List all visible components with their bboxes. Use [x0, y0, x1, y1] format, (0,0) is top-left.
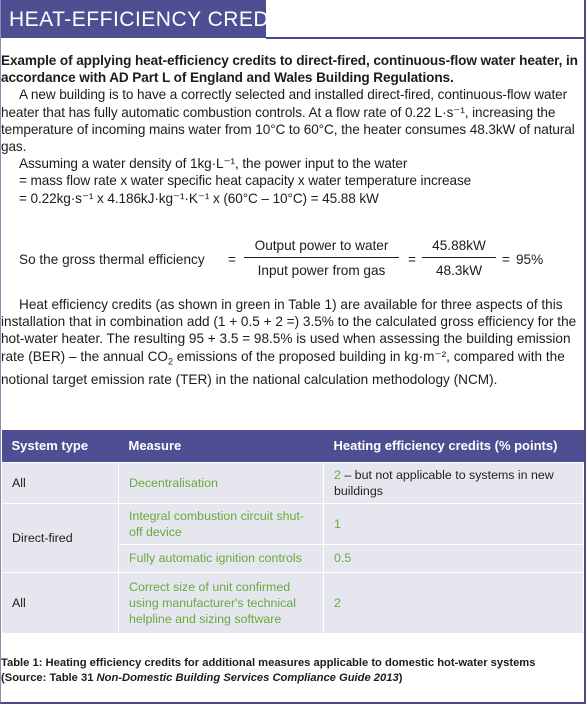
credits-table — [1, 430, 584, 634]
intro-paragraph-4: = 0.22kg·s⁻¹ x 4.186kJ·kg⁻¹·K⁻¹ x (60°C – 10°C) = 45.88 kW — [19, 190, 379, 206]
equals-sign: = — [408, 252, 416, 267]
credits-paragraph-part1: Heat efficiency credits (as shown in green in Table 1) are available for three aspects of this installation that in combination add (1 + 0.5 + 2 =) 3.5% to the calculated gross efficiency for the hot-water heater. The resulting 95 + 3.5 = 98.5% is used when assessing the building emission rate (BER) – the annual CO — [1, 297, 577, 364]
intro-paragraph-3: = mass flow rate x water specific heat capacity x water temperature increase — [19, 173, 472, 189]
equals-sign: = — [228, 252, 236, 267]
efficiency-equation — [1, 238, 581, 284]
table-row — [2, 572, 584, 633]
intro-text — [1, 52, 581, 207]
table-row — [2, 462, 584, 503]
intro-heading: Example of applying heat-efficiency credits to direct-fired, continuous-flow water heater, in accordance with AD Part L of England and Wales Building Regulations. — [1, 53, 578, 86]
credit-value: 0.5 — [334, 551, 352, 565]
cell-measure: Correct size of unit confirmed using manufacturer's technical helpline and sizing software — [119, 572, 324, 633]
intro-paragraph-1: A new building is to have a correctly selected and installed direct-fired, continuous-flow water heater that has fully automatic combustion controls. At a flow rate of 0.22 L·s⁻¹, increasing the temperature of incoming mains water from 10°C to 60°C, the heater consumes 48.3kW of natural gas. — [1, 87, 575, 155]
co2-subscript: 2 — [167, 356, 173, 367]
caption-source-title: Non-Domestic Building Services Compliance Guide 2013 — [96, 672, 399, 684]
credits-paragraph — [1, 296, 581, 388]
header-credits: Heating efficiency credits (% points) — [324, 430, 584, 462]
cell-credit — [324, 503, 584, 544]
fraction-denominator: Input power from gas — [257, 263, 386, 278]
equation-result: 95% — [516, 252, 544, 267]
cell-credit — [324, 572, 584, 633]
caption-text-2: ) — [398, 672, 403, 684]
cell-system: All — [2, 572, 119, 633]
table-header-row — [2, 430, 584, 462]
credits-paragraph-part2: emissions of the proposed building in kg·m⁻², compared with the notional target emission rate (TER) in the national calculation methodology (NCM). — [1, 348, 565, 387]
cell-credit — [324, 462, 584, 503]
credit-value: 1 — [334, 516, 341, 531]
fraction-numerator: 45.88kW — [422, 238, 496, 258]
table-caption — [1, 656, 581, 686]
header-system-type: System type — [2, 430, 119, 462]
fraction-denominator: 48.3kW — [435, 263, 483, 278]
caption-text-1: Table 1: Heating efficiency credits for additional measures applicable to domestic hot-water systems (Source: Table 31 — [1, 657, 536, 684]
fraction-values — [422, 238, 496, 278]
equation-label: So the gross thermal efficiency — [19, 252, 205, 267]
intro-paragraph-2: Assuming a water density of 1kg·L⁻¹, the power input to the water — [19, 156, 408, 172]
cell-measure: Decentralisation — [119, 462, 324, 503]
credit-note: – but not applicable to systems in new buildings — [334, 467, 554, 498]
cell-measure: Integral combustion circuit shut-off device — [119, 503, 324, 544]
header-measure: Measure — [119, 430, 324, 462]
fraction-words — [244, 238, 399, 278]
credit-value: 2 — [334, 467, 341, 482]
cell-system: Direct-fired — [2, 503, 119, 572]
cell-system: All — [2, 462, 119, 503]
fraction-numerator: Output power to water — [244, 238, 399, 258]
table-row — [2, 503, 584, 544]
credit-value: 2 — [334, 595, 341, 610]
frame-divider — [266, 37, 584, 39]
cell-credit — [324, 544, 584, 572]
section-title: HEAT-EFFICIENCY CREDITS — [1, 0, 266, 38]
cell-measure: Fully automatic ignition controls — [119, 544, 324, 572]
equals-sign: = — [502, 252, 510, 267]
